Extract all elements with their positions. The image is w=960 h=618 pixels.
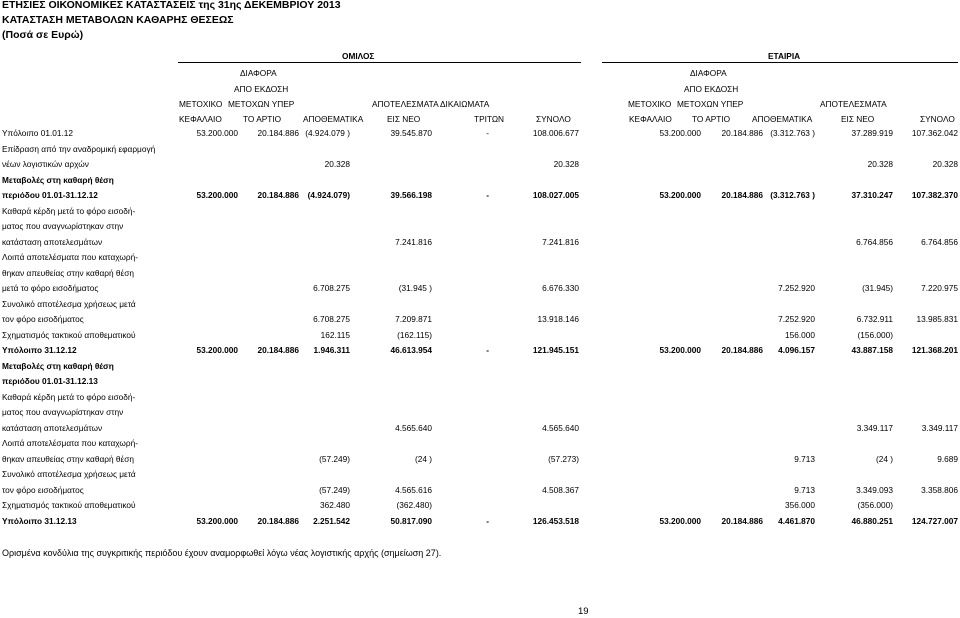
group-cell: - bbox=[486, 190, 489, 200]
company-cell: 121.368.201 bbox=[911, 345, 958, 355]
company-col-artio: ΤΟ ΑΡΤΙΟ bbox=[692, 114, 731, 124]
company-cell: 53.200.000 bbox=[659, 345, 701, 355]
company-cell: 107.382.370 bbox=[911, 190, 958, 200]
company-cell: 43.887.158 bbox=[851, 345, 893, 355]
company-cell: 20.184.886 bbox=[721, 128, 763, 138]
group-cell: 7.209.871 bbox=[395, 314, 432, 324]
row-label: Καθαρά κέρδη μετά το φόρο εισοδή- bbox=[2, 206, 136, 216]
company-cell: 9.689 bbox=[937, 454, 958, 464]
company-col-metoxiko: ΜΕΤΟΧΙΚΟ bbox=[628, 99, 672, 109]
row-label: Υπόλοιπο 01.01.12 bbox=[2, 128, 74, 138]
group-cell: 4.565.640 bbox=[395, 423, 432, 433]
company-col-apotelesmata: ΑΠΟΤΕΛΕΣΜΑΤΑ bbox=[820, 99, 887, 109]
company-cell: 20.328 bbox=[932, 159, 958, 169]
footnote: Ορισμένα κονδύλια της συγκριτικής περιόδου έχουν αναμορφωθεί λόγω νέας λογιστικής αρχής (σημείωση 27). bbox=[2, 548, 442, 558]
company-cell: (156.000) bbox=[857, 330, 893, 340]
company-header: ΕΤΑΙΡΙΑ bbox=[768, 51, 801, 61]
company-cell: 13.985.831 bbox=[916, 314, 958, 324]
row-label: Λοιπά αποτελέσματα που καταχωρή- bbox=[2, 252, 138, 262]
group-header-rule bbox=[178, 62, 581, 63]
group-cell: 20.328 bbox=[553, 159, 579, 169]
group-cell: (57.273) bbox=[548, 454, 579, 464]
group-cell: 7.241.816 bbox=[395, 237, 432, 247]
group-cell: (24 ) bbox=[414, 454, 432, 464]
group-cell: (31.945 ) bbox=[398, 283, 432, 293]
company-cell: 356.000 bbox=[785, 500, 815, 510]
row-label: θηκαν απευθείας στην καθαρή θέση bbox=[2, 454, 134, 464]
group-cell: 50.817.090 bbox=[390, 516, 432, 526]
group-cell: 1.946.311 bbox=[313, 345, 350, 355]
company-cell: 53.200.000 bbox=[659, 516, 701, 526]
company-cell: 20.184.886 bbox=[721, 190, 763, 200]
group-col-apo-ekdosi: ΑΠΟ ΕΚΔΟΣΗ bbox=[234, 84, 289, 94]
group-cell: (57.249) bbox=[319, 485, 350, 495]
group-col-eis-neo: ΕΙΣ ΝΕΟ bbox=[387, 114, 421, 124]
row-label: περιόδου 01.01-31.12.13 bbox=[2, 376, 98, 386]
company-cell: 20.184.886 bbox=[721, 516, 763, 526]
group-cell: (4.924.079) bbox=[307, 190, 350, 200]
group-col-metoxon-yper: ΜΕΤΟΧΩΝ ΥΠΕΡ bbox=[228, 99, 295, 109]
group-cell: 4.508.367 bbox=[542, 485, 579, 495]
group-col-synolo: ΣΥΝΟΛΟ bbox=[536, 114, 571, 124]
row-label: περιόδου 01.01-31.12.12 bbox=[2, 190, 98, 200]
group-cell: 6.708.275 bbox=[313, 314, 350, 324]
row-label: Σχηματισμός τακτικού αποθεματικού bbox=[2, 500, 136, 510]
row-label: Μεταβολές στη καθαρή θέση bbox=[2, 175, 114, 185]
group-cell: (4.924.079 ) bbox=[305, 128, 350, 138]
group-cell: 53.200.000 bbox=[196, 190, 238, 200]
company-cell: 4.096.157 bbox=[778, 345, 815, 355]
company-cell: 53.200.000 bbox=[659, 190, 701, 200]
group-cell: (162.115) bbox=[397, 330, 432, 340]
company-col-diafora: ΔΙΑΦΟΡΑ bbox=[690, 68, 727, 78]
company-cell: (356.000) bbox=[857, 500, 893, 510]
row-label: Συνολικό αποτέλεσμα χρήσεως μετά bbox=[2, 469, 136, 479]
group-cell: 20.328 bbox=[324, 159, 350, 169]
row-label: Καθαρά κέρδη μετά το φόρο εισοδή- bbox=[2, 392, 136, 402]
company-cell: 6.732.911 bbox=[856, 314, 893, 324]
group-cell: 39.545.870 bbox=[390, 128, 432, 138]
company-cell: 6.764.856 bbox=[856, 237, 893, 247]
group-col-apothematika: ΑΠΟΘΕΜΑΤΙΚΑ bbox=[303, 114, 364, 124]
group-cell: 7.241.816 bbox=[542, 237, 579, 247]
company-col-apothematika: ΑΠΟΘΕΜΑΤΙΚΑ bbox=[752, 114, 813, 124]
page-number: 19 bbox=[578, 606, 589, 617]
group-cell: 162.115 bbox=[320, 330, 350, 340]
group-col-diafora: ΔΙΑΦΟΡΑ bbox=[240, 68, 277, 78]
group-col-apotelesmata-dik: ΑΠΟΤΕΛΕΣΜΑΤΑ ΔΙΚΑΙΩΜΑΤΑ bbox=[372, 99, 490, 109]
statement-title: ΚΑΤΑΣΤΑΣΗ ΜΕΤΑΒΟΛΩΝ ΚΑΘΑΡΗΣ ΘΕΣΕΩΣ bbox=[2, 14, 234, 26]
group-col-triton: ΤΡΙΤΩΝ bbox=[474, 114, 505, 124]
group-cell: 6.676.330 bbox=[542, 283, 579, 293]
company-cell: 6.764.856 bbox=[921, 237, 958, 247]
group-cell: 108.027.005 bbox=[532, 190, 579, 200]
group-cell: - bbox=[486, 128, 489, 138]
group-col-metoxiko: ΜΕΤΟΧΙΚΟ bbox=[179, 99, 223, 109]
company-cell: 3.349.117 bbox=[856, 423, 893, 433]
group-cell: - bbox=[486, 345, 489, 355]
group-cell: 20.184.886 bbox=[257, 128, 299, 138]
group-cell: 121.945.151 bbox=[532, 345, 579, 355]
company-cell: (3.312.763 ) bbox=[770, 128, 815, 138]
company-cell: 53.200.000 bbox=[659, 128, 701, 138]
company-cell: 20.184.886 bbox=[721, 345, 763, 355]
company-cell: 46.880.251 bbox=[851, 516, 893, 526]
company-cell: 3.358.806 bbox=[921, 485, 958, 495]
company-cell: 9.713 bbox=[794, 485, 815, 495]
company-cell: 124.727.007 bbox=[911, 516, 958, 526]
row-label: Συνολικό αποτέλεσμα χρήσεως μετά bbox=[2, 299, 136, 309]
group-cell: 20.184.886 bbox=[257, 516, 299, 526]
company-cell: (24 ) bbox=[875, 454, 893, 464]
row-label: μετά το φόρο εισοδήματος bbox=[2, 283, 99, 293]
group-cell: 126.453.518 bbox=[532, 516, 579, 526]
group-cell: 6.708.275 bbox=[313, 283, 350, 293]
group-cell: 53.200.000 bbox=[196, 516, 238, 526]
company-cell: 4.461.870 bbox=[778, 516, 815, 526]
company-cell: 3.349.117 bbox=[921, 423, 958, 433]
group-cell: - bbox=[486, 516, 489, 526]
company-cell: 156.000 bbox=[785, 330, 815, 340]
company-cell: 7.220.975 bbox=[921, 283, 958, 293]
group-cell: 362.480 bbox=[320, 500, 350, 510]
row-label: τον φόρο εισοδήματος bbox=[2, 485, 84, 495]
company-cell: 20.328 bbox=[867, 159, 893, 169]
group-cell: 20.184.886 bbox=[257, 345, 299, 355]
row-label: Υπόλοιπο 31.12.13 bbox=[2, 516, 77, 526]
currency-note: (Ποσά σε Ευρώ) bbox=[2, 29, 84, 41]
company-cell: 37.289.919 bbox=[851, 128, 893, 138]
group-cell: 20.184.886 bbox=[257, 190, 299, 200]
company-cell: 7.252.920 bbox=[778, 283, 815, 293]
company-col-eis-neo: ΕΙΣ ΝΕΟ bbox=[841, 114, 875, 124]
company-col-apo-ekdosi: ΑΠΟ ΕΚΔΟΣΗ bbox=[684, 84, 739, 94]
group-cell: 13.918.146 bbox=[537, 314, 579, 324]
row-label: νέων λογιστικών αρχών bbox=[2, 159, 89, 169]
row-label: τον φόρο εισοδήματος bbox=[2, 314, 84, 324]
row-label: ματος που αναγνωρίστηκαν στην bbox=[2, 221, 124, 231]
group-cell: 53.200.000 bbox=[196, 128, 238, 138]
group-cell: (362.480) bbox=[396, 500, 432, 510]
row-label: Μεταβολές στη καθαρή θέση bbox=[2, 361, 114, 371]
company-cell: 37.310.247 bbox=[851, 190, 893, 200]
group-cell: 4.565.616 bbox=[395, 485, 432, 495]
row-label: κατάσταση αποτελεσμάτων bbox=[2, 237, 103, 247]
group-cell: 53.200.000 bbox=[196, 345, 238, 355]
group-col-kefalaio: ΚΕΦΑΛΑΙΟ bbox=[179, 114, 222, 124]
document-title: ΕΤΗΣΙΕΣ ΟΙΚΟΝΟΜΙΚΕΣ ΚΑΤΑΣΤΑΣΕΙΣ της 31ης ΔΕΚΕΜΒΡΙΟΥ 2013 bbox=[2, 0, 341, 11]
group-header: ΟΜΙΛΟΣ bbox=[342, 51, 375, 61]
company-col-kefalaio: ΚΕΦΑΛΑΙΟ bbox=[629, 114, 672, 124]
group-cell: 46.613.954 bbox=[390, 345, 432, 355]
company-col-metoxon-yper: ΜΕΤΟΧΩΝ ΥΠΕΡ bbox=[677, 99, 744, 109]
company-cell: 107.362.042 bbox=[911, 128, 958, 138]
row-label: Σχηματισμός τακτικού αποθεματικού bbox=[2, 330, 136, 340]
company-cell: (31.945) bbox=[862, 283, 893, 293]
group-cell: 4.565.640 bbox=[542, 423, 579, 433]
company-cell: 7.252.920 bbox=[778, 314, 815, 324]
group-cell: 108.006.677 bbox=[532, 128, 579, 138]
row-label: κατάσταση αποτελεσμάτων bbox=[2, 423, 103, 433]
company-cell: (3.312.763 ) bbox=[770, 190, 815, 200]
company-col-synolo: ΣΥΝΟΛΟ bbox=[920, 114, 955, 124]
company-header-rule bbox=[602, 62, 958, 63]
group-cell: (57.249) bbox=[319, 454, 350, 464]
row-label: Υπόλοιπο 31.12.12 bbox=[2, 345, 77, 355]
group-col-artio: ΤΟ ΑΡΤΙΟ bbox=[243, 114, 282, 124]
row-label: ματος που αναγνωρίστηκαν στην bbox=[2, 407, 124, 417]
row-label: Επίδραση από την αναδρομική εφαρμογή bbox=[2, 144, 156, 154]
company-cell: 3.349.093 bbox=[856, 485, 893, 495]
row-label: θηκαν απευθείας στην καθαρή θέση bbox=[2, 268, 134, 278]
group-cell: 2.251.542 bbox=[313, 516, 350, 526]
row-label: Λοιπά αποτελέσματα που καταχωρή- bbox=[2, 438, 138, 448]
group-cell: 39.566.198 bbox=[390, 190, 432, 200]
company-cell: 9.713 bbox=[794, 454, 815, 464]
